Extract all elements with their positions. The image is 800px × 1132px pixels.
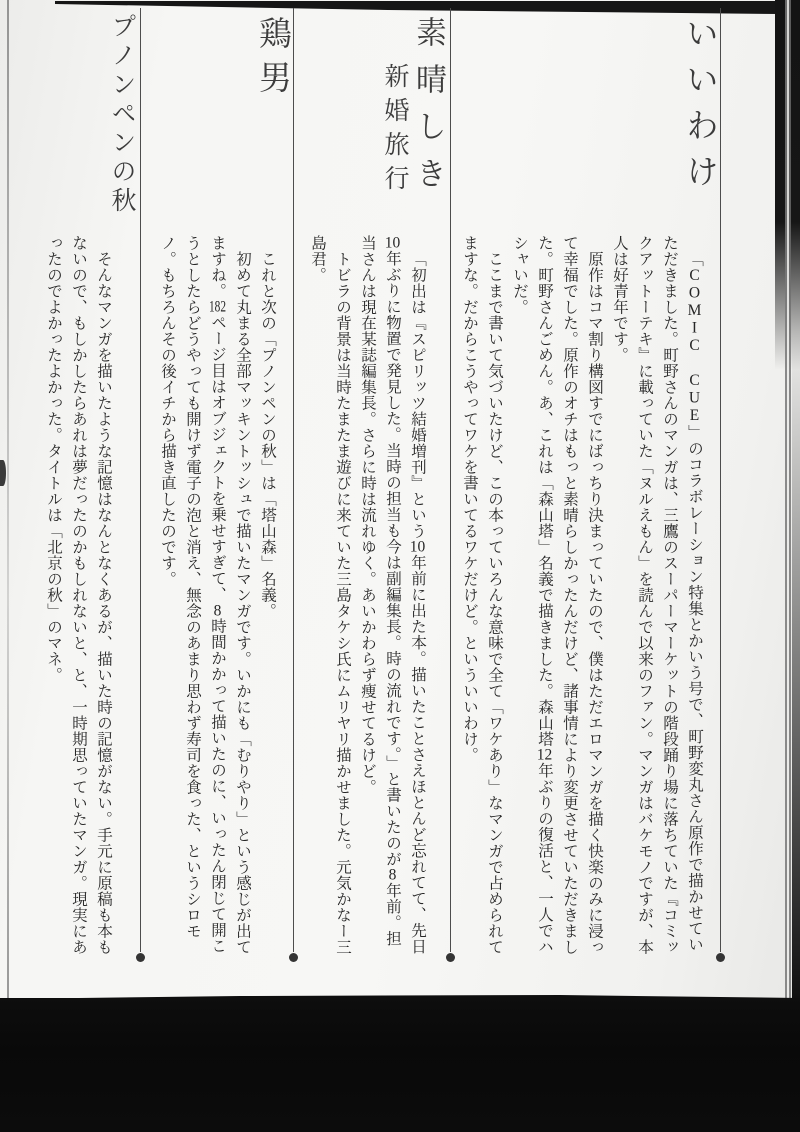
body-paragraph: そんなマンガを描いたような記憶はなんとなくあるが、描いた時の記憶がない。手元に原稿も本もないので、もしかしたらあれは夢だったのかもしれないと、と、一時期思っていたマンガ。現実にあったのでよかったよかった。タイトルは「北京の秋」のマネ。 xyxy=(45,235,112,955)
title-line: いいわけ xyxy=(681,16,717,200)
scan-right-edge xyxy=(792,330,800,998)
section-rule-iiwake xyxy=(720,8,721,952)
section-title-shinkon-ryokou xyxy=(377,16,445,204)
section-title-iiwake xyxy=(678,16,720,200)
section-body-shinkon-ryokou xyxy=(300,235,430,961)
body-paragraph: 「初出は『スピリッツ結婚増刊』という10年前に出た本。描いたことさえほとんど忘れてて、先日10年ぶりに物置で発見した。当時の担当も今は副編集長。時の流れです。」と書いたのが8年前。担当さんは現在某誌編集長。さらに時は流れゆく。あいかわらず痩せてるけど。 xyxy=(359,235,426,954)
body-paragraph: これと次の「プノンペンの秋」は「塔山森」名義。 xyxy=(259,250,276,619)
title-line: 新婚旅行 xyxy=(381,63,408,199)
section-title-phnom-penh xyxy=(101,13,141,216)
section-title-niwatori-otoko xyxy=(251,16,293,104)
section-rule-niwatori-otoko xyxy=(293,8,294,952)
body-paragraph: ここまで書いて気づいたけど、この本っていろんな意味で全て「ワケあり」なマンガで占められてますな。だからこうやってワケを書いてるワケだけど。といういいわけ。 xyxy=(461,235,503,955)
title-line: 素晴しき xyxy=(411,16,446,204)
body-paragraph: トビラの背景は当時たまたま遊びに来ていた三島タケシ氏にムリヤリ描かせました。元気かなー三島君。 xyxy=(309,235,351,955)
body-paragraph: 「COMIC CUE」のコラボレーション特集とかいう号で、町野変丸さん原作で描かせていただきました。町野さんのマンガは、三鷹のスーパーマーケットの階段踊り場に落ちていた『コミックアットーテキ』に載っていた「ヌルえもん」を読んで以来のファン。マンガはバケモノですが、本人は好青年です。 xyxy=(611,235,703,955)
section-body-phnom-penh xyxy=(36,235,116,961)
scan-left-smudge xyxy=(0,460,6,486)
body-paragraph: 原作はコマ割り構図すでにばっちり決まっていたので、僕はただエロマンガを描く快楽のみに浸って幸福でした。原作のオチはもっと素晴らしかったんだけど、諸事情により変更させていただきました。町野さんごめん。あ、これは「森山塔」名義で描きました。森山塔12年ぶりの復活と、一人でハシャいだ。 xyxy=(511,235,603,955)
title-line: プノンペンの秋 xyxy=(108,13,135,216)
title-line: 鶏男 xyxy=(254,16,290,104)
section-body-iiwake xyxy=(455,235,707,961)
section-body-niwatori-otoko xyxy=(152,235,280,961)
scan-bottom-border xyxy=(0,995,800,1132)
body-paragraph: 初めて丸まる全部マッキントッシュで描いたマンガです。いかにも「むりやり」という感じが出てますね。182ページ目はオブジェクトを乗せすぎて、8時間かかって描いたのに、いったん閉じて開こうとしたらどうやっても開けず電子の泡と消え、無念のあまり思わず寿司を食った、というシロモノ。もちろんその後イチから描き直したのです。 xyxy=(159,235,251,955)
scan-left-line xyxy=(7,0,9,998)
section-rule-shinkon-ryokou xyxy=(450,8,451,952)
page-gutter-line xyxy=(785,0,791,998)
